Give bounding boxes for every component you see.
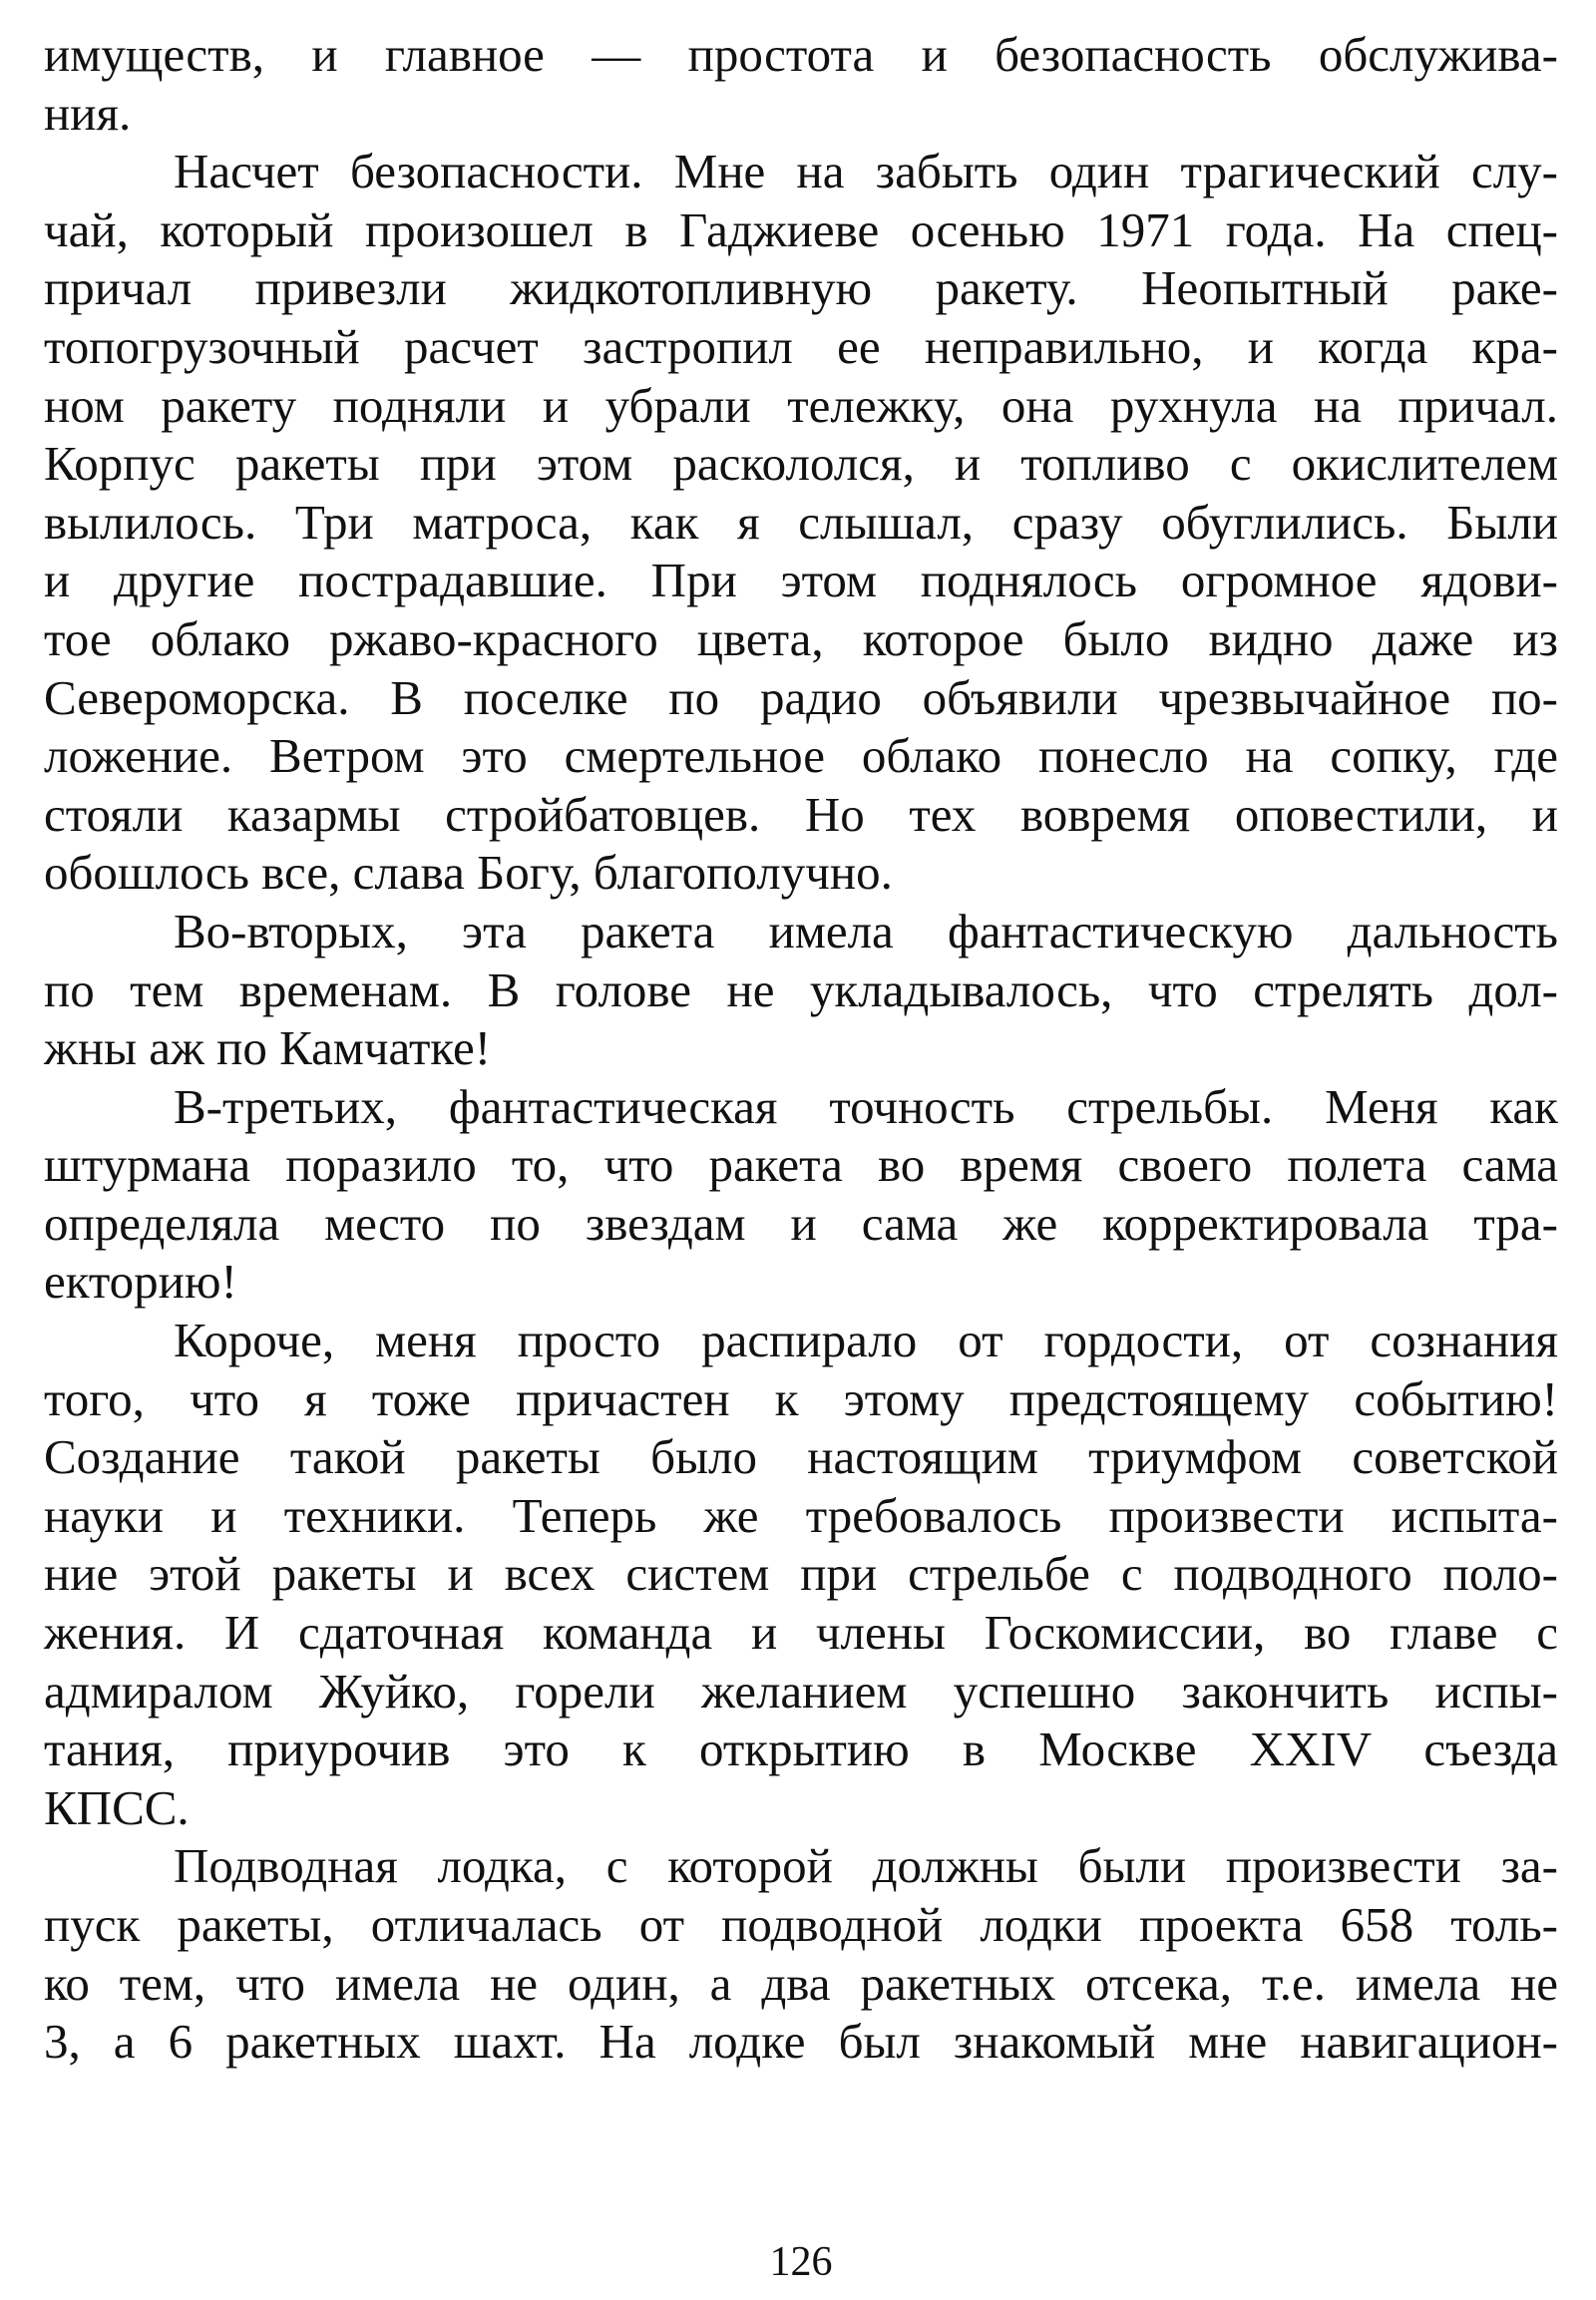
text-line: Подводная лодка, с которой должны были произвести за- [174,1838,1558,1894]
text-line: ном ракету подняли и убрали тележку, она рухнула на причал. [44,377,1558,433]
text-line: жения. И сдаточная команда и члены Госкомиссии, во главе с [44,1605,1558,1661]
text-line: ко тем, что имела не один, а два ракетных отсека, т.е. имела не [44,1955,1558,2011]
text-line: пуск ракеты, отличалась от подводной лодки проекта 658 толь- [44,1897,1558,1952]
text-line: причал привезли жидкотопливную ракету. Неопытный раке- [44,260,1558,316]
text-line: стояли казармы стройбатовцев. Но тех вовремя оповестили, и [44,786,1558,842]
text-line: Во-вторых, эта ракета имела фантастическую дальность [174,903,1558,958]
paragraph-submarine [44,1837,1558,2071]
text-line: Короче, меня просто распирало от гордости, от сознания [174,1313,1558,1368]
paragraph-safety [44,143,1558,903]
text-line: ние этой ракеты и всех систем при стрельбе с подводного поло- [44,1546,1558,1602]
text-line: Насчет безопасности. Мне на забыть один трагический слу- [174,144,1558,199]
paragraph-range [44,903,1558,1078]
paragraph-pride [44,1312,1558,1837]
text-line: ния. [44,85,132,141]
text-line: обошлось все, слава Богу, благополучно. [44,845,893,901]
text-line: и другие пострадавшие. При этом поднялось огромное ядови- [44,553,1558,608]
text-line: В-третьих, фантастическая точность стрельбы. Меня как [174,1078,1558,1134]
paragraph-continuation [44,26,1558,143]
text-line: 3, а 6 ракетных шахт. На лодке был знакомый мне навигацион- [44,2014,1558,2070]
text-line: чай, который произошел в Гаджиеве осенью 1971 года. На спец- [44,201,1558,257]
text-line: штурмана поразило то, что ракета во время своего полета сама [44,1137,1558,1193]
page-text [44,26,1558,2072]
text-line: ложение. Ветром это смертельное облако понесло на сопку, где [44,728,1558,784]
page-number: 126 [769,2239,833,2285]
text-line: тое облако ржаво-красного цвета, которое было видно даже из [44,610,1558,666]
book-page [44,26,1558,2285]
text-line: Корпус ракеты при этом раскололся, и топливо с окислителем [44,436,1558,492]
text-line: жны аж по Камчатке! [44,1020,492,1076]
text-line: вылилось. Три матроса, как я слышал, сразу обуглились. Были [44,494,1558,550]
text-line: Создание такой ракеты было настоящим триумфом советской [44,1429,1558,1485]
text-line: топогрузочный расчет застропил ее неправильно, и когда кра- [44,318,1558,374]
text-line: Североморска. В поселке по радио объявили чрезвычайное по- [44,669,1558,725]
text-line: екторию! [44,1254,237,1310]
text-line: определяла место по звездам и сама же корректировала тра- [44,1195,1558,1251]
text-line: адмиралом Жуйко, горели желанием успешно закончить испы- [44,1663,1558,1719]
text-line: КПСС. [44,1779,190,1835]
text-line: имуществ, и главное — простота и безопасность обслужива- [44,27,1558,82]
text-line: науки и техники. Теперь же требовалось произвести испыта- [44,1487,1558,1543]
text-line: по тем временам. В голове не укладывалось, что стрелять дол- [44,961,1558,1017]
text-line: тания, приурочив это к открытию в Москве XXIV съезда [44,1722,1558,1777]
text-line: того, что я тоже причастен к этому предстоящему событию! [44,1370,1558,1426]
paragraph-accuracy [44,1078,1558,1312]
